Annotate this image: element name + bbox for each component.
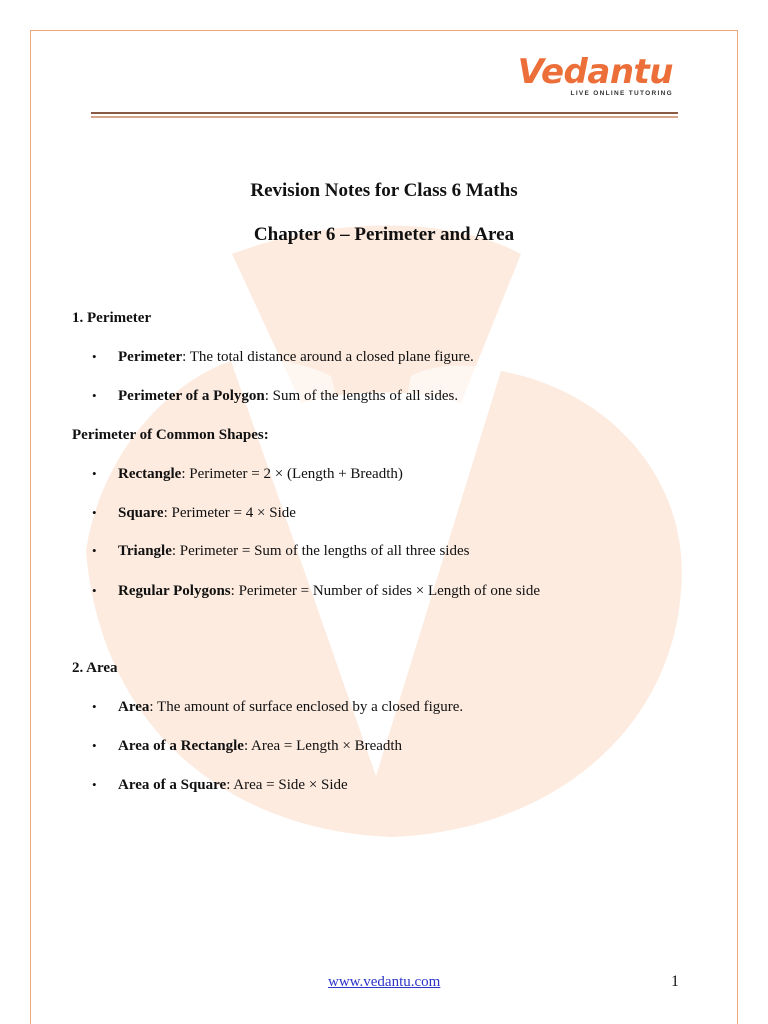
header-divider-secondary — [91, 116, 678, 118]
header-divider — [91, 112, 678, 114]
list-item — [92, 777, 348, 794]
bullet-icon: • — [92, 505, 97, 520]
vedantu-logo — [518, 53, 673, 97]
term: Regular Polygons — [118, 583, 231, 599]
bullet-icon: • — [92, 699, 97, 714]
term: Area of a Square — [118, 777, 227, 793]
bullet-icon: • — [92, 388, 97, 403]
bullet-icon: • — [92, 466, 97, 481]
term: Area — [118, 699, 150, 715]
section-heading-common-shapes: Perimeter of Common Shapes: — [72, 427, 269, 443]
definition: : The amount of surface enclosed by a closed figure. — [149, 699, 464, 715]
term: Rectangle — [118, 466, 182, 482]
definition: : Area = Length × Breadth — [243, 738, 403, 754]
list-item — [92, 738, 402, 755]
list-item — [92, 505, 296, 522]
term: Perimeter of a Polygon — [118, 388, 265, 404]
bullet-icon: • — [92, 543, 97, 558]
bullet-icon: • — [92, 583, 97, 598]
bullet-icon: • — [92, 738, 97, 753]
definition: : Perimeter = Number of sides × Length of one side — [230, 583, 541, 599]
bullet-icon: • — [92, 349, 97, 364]
list-item — [92, 388, 458, 405]
definition: : Perimeter = 4 × Side — [163, 505, 296, 521]
definition: : Area = Side × Side — [226, 777, 348, 793]
list-item — [92, 583, 540, 600]
section-heading-area: 2. Area — [72, 660, 118, 676]
list-item — [92, 466, 403, 483]
logo-tagline: LIVE ONLINE TUTORING — [570, 90, 673, 97]
list-item — [92, 699, 463, 716]
page-number: 1 — [671, 973, 679, 990]
bullet-icon: • — [92, 777, 97, 792]
term: Area of a Rectangle — [118, 738, 244, 754]
definition: : The total distance around a closed plane figure. — [182, 349, 474, 365]
definition: : Perimeter = Sum of the lengths of all three sides — [171, 543, 470, 559]
logo-wordmark: Vedantu — [517, 52, 673, 92]
document-title: Revision Notes for Class 6 Maths — [250, 180, 518, 201]
term: Triangle — [118, 543, 172, 559]
list-item — [92, 543, 469, 560]
section-heading-perimeter: 1. Perimeter — [72, 310, 152, 326]
term: Square — [118, 505, 164, 521]
term: Perimeter — [118, 349, 183, 365]
website-link[interactable]: www.vedantu.com — [328, 974, 441, 990]
list-item — [92, 349, 474, 366]
document-page — [30, 30, 738, 1024]
definition: : Sum of the lengths of all sides. — [264, 388, 459, 404]
definition: : Perimeter = 2 × (Length + Breadth) — [181, 466, 403, 482]
chapter-title: Chapter 6 – Perimeter and Area — [253, 224, 515, 245]
